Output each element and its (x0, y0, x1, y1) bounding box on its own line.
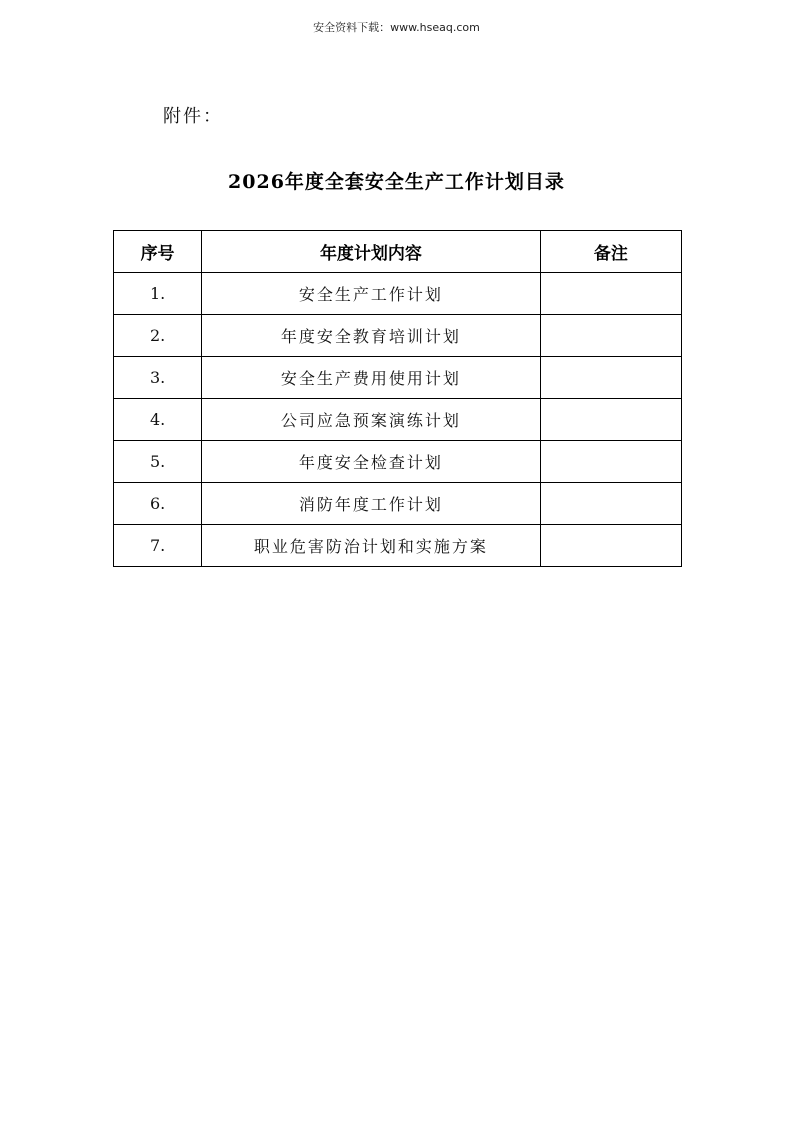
table-row (114, 441, 682, 483)
plan-table (113, 230, 682, 567)
document-title: 2026年度全套安全生产工作计划目录 (228, 171, 565, 193)
table-row (114, 273, 682, 315)
row-no: 6. (114, 483, 202, 525)
column-header-content: 年度计划内容 (202, 231, 541, 273)
row-remark (540, 357, 681, 399)
table-row (114, 483, 682, 525)
table-header-row (114, 231, 682, 273)
row-no: 5. (114, 441, 202, 483)
row-no: 2. (114, 315, 202, 357)
column-header-no: 序号 (114, 231, 202, 273)
table-row (114, 357, 682, 399)
row-content: 年度安全检查计划 (202, 441, 541, 483)
attachment-label: 附件： (163, 106, 223, 127)
row-remark (540, 525, 681, 567)
row-no: 3. (114, 357, 202, 399)
row-content: 年度安全教育培训计划 (202, 315, 541, 357)
row-remark (540, 441, 681, 483)
table-row (114, 525, 682, 567)
column-header-remark: 备注 (540, 231, 681, 273)
page-header: 安全资料下载：www.hseaq.com (313, 21, 480, 34)
table-row (114, 315, 682, 357)
row-no: 1. (114, 273, 202, 315)
row-remark (540, 273, 681, 315)
row-no: 7. (114, 525, 202, 567)
table-row (114, 399, 682, 441)
row-remark (540, 483, 681, 525)
row-remark (540, 315, 681, 357)
row-content: 公司应急预案演练计划 (202, 399, 541, 441)
row-remark (540, 399, 681, 441)
row-content: 职业危害防治计划和实施方案 (202, 525, 541, 567)
row-no: 4. (114, 399, 202, 441)
row-content: 消防年度工作计划 (202, 483, 541, 525)
row-content: 安全生产工作计划 (202, 273, 541, 315)
row-content: 安全生产费用使用计划 (202, 357, 541, 399)
